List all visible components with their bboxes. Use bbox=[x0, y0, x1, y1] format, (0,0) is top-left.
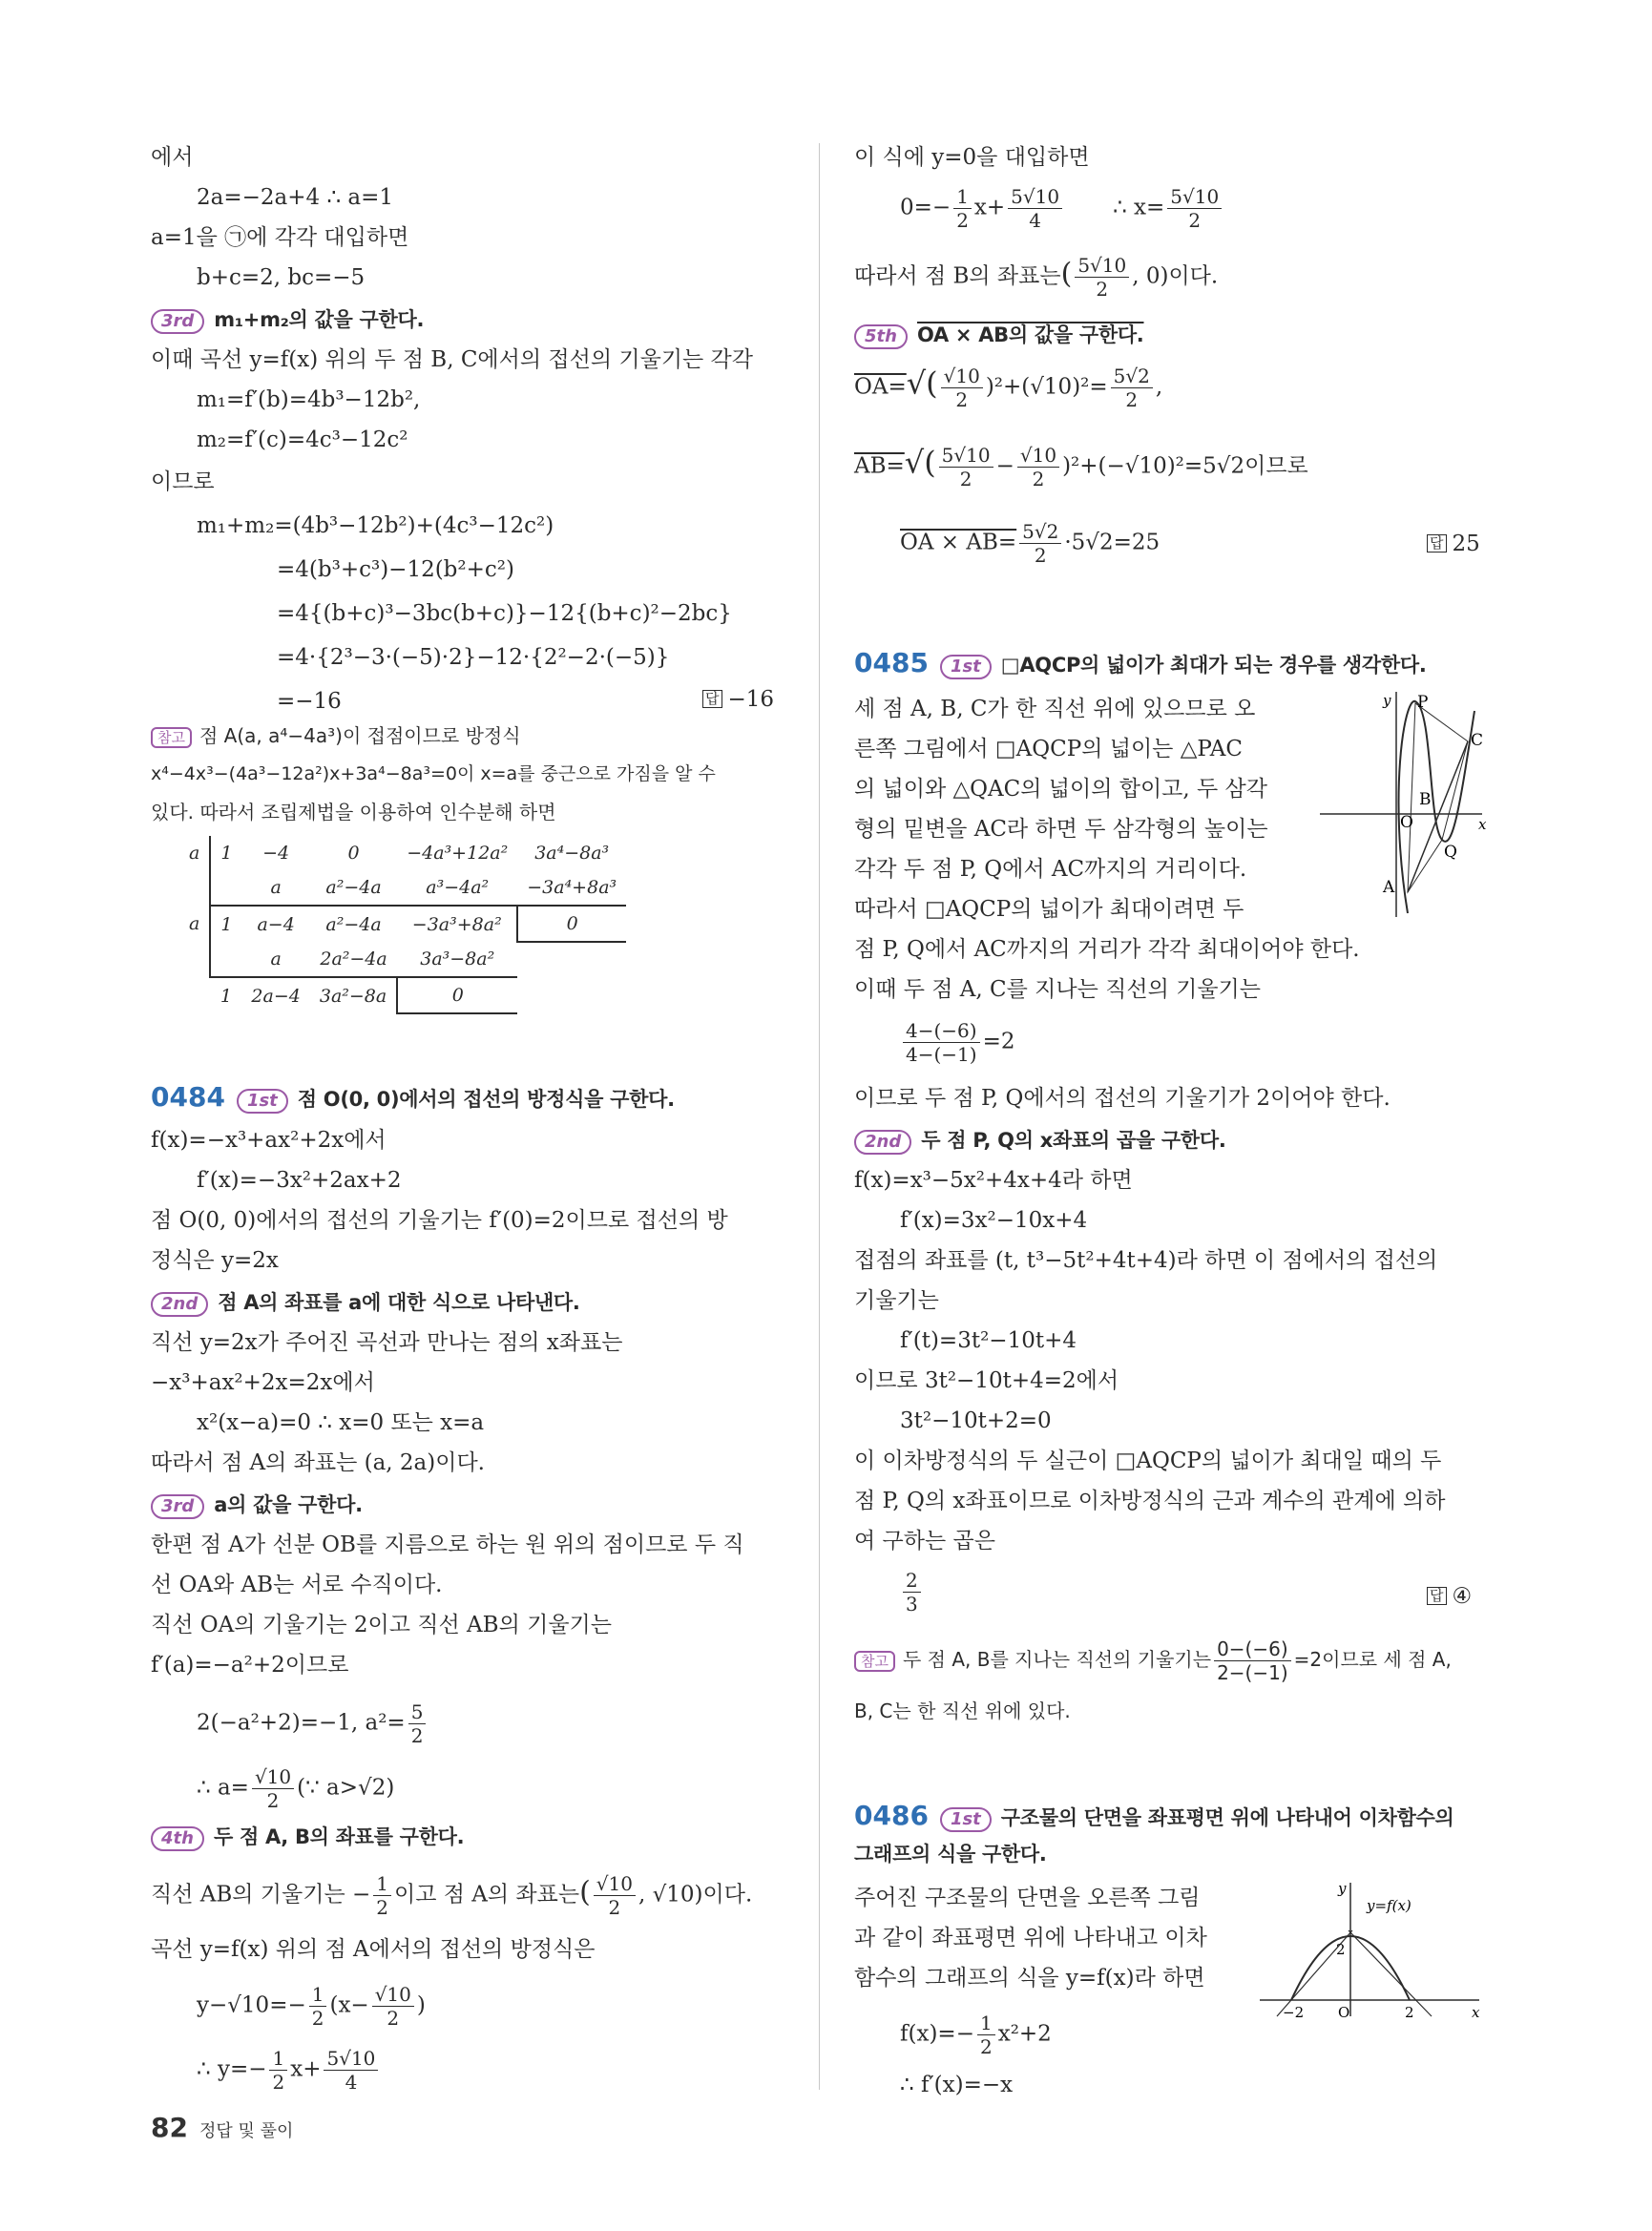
note-line: 있다. 따라서 조립제법을 이용하여 인수분해 하면 bbox=[151, 801, 556, 824]
text-line: 각각 두 점 P, Q에서 AC까지의 거리이다. bbox=[854, 857, 1247, 882]
fraction: $\frac{√10}{2}$ bbox=[594, 1872, 636, 1919]
fraction: $\frac{√10}{2}$ bbox=[372, 1983, 414, 2030]
equation-line: =−16 bbox=[277, 689, 342, 714]
fraction: $\frac{1}{2}$ bbox=[373, 1872, 391, 1919]
step-badge: 1st bbox=[237, 1089, 288, 1114]
fraction: $\frac{1}{2}$ bbox=[309, 1983, 327, 2030]
equation-line: AB=√( $\frac{5√10}{2}$ − $\frac{√10}{2}$ )²+(−√10)²=5√2이므로 bbox=[854, 444, 1308, 490]
step-heading-cont: 그래프의 식을 구한다. bbox=[854, 1843, 1047, 1866]
text-line: 한편 점 A가 선분 OB를 지름으로 하는 원 위의 점이므로 두 직 bbox=[151, 1533, 744, 1557]
equation-line: ∴ f′(x)=−x bbox=[900, 2073, 1014, 2097]
fraction: $\frac{√10}{2}$ bbox=[941, 365, 983, 411]
equation-line: f′(t)=3t²−10t+4 bbox=[900, 1328, 1077, 1353]
answer: 답 ④ bbox=[1427, 1584, 1472, 1609]
step-heading: 2nd 두 점 P, Q의 x좌표의 곱을 구한다. bbox=[854, 1126, 1226, 1155]
equation-line: $\frac{4-(-6)}{4-(-1)}$ =2 bbox=[854, 1019, 1014, 1066]
step-heading: 5th OA × AB의 값을 구한다. bbox=[854, 321, 1144, 349]
text-line: 의 넓이와 △QAC의 넓이의 합이고, 두 삼각 bbox=[854, 777, 1267, 802]
text-line: 이므로 두 점 P, Q에서의 접선의 기울기가 2이어야 한다. bbox=[854, 1086, 1391, 1111]
fraction: $\frac{5√10}{2}$ bbox=[939, 444, 993, 490]
text-line: 직선 OA의 기울기는 2이고 직선 AB의 기울기는 bbox=[151, 1613, 612, 1637]
text-line: 점 P, Q의 x좌표이므로 이차방정식의 근과 계수의 관계에 의하 bbox=[854, 1489, 1446, 1513]
step-badge: 5th bbox=[854, 324, 908, 349]
equation-line: f(x)=− $\frac{1}{2}$ x²+2 bbox=[900, 2012, 1052, 2058]
problem-number: 0486 bbox=[854, 1800, 929, 1831]
fraction: $\frac{5√10}{4}$ bbox=[324, 2047, 378, 2094]
answer: 답 25 bbox=[1427, 532, 1480, 556]
synthetic-division-table: a 1 −4 0 −4a³+12a² 3a⁴−8a³ a a²−4a a³−4a² −3a⁴+8a³ a 1 a−4 a²−4a −3a³+8a² 0 a 2a²−4a 3a³−8a² 1 2a−4 3a²−8a 0 bbox=[179, 836, 626, 1014]
step-badge: 3rd bbox=[151, 1494, 204, 1519]
text-line: 형의 밑변을 AC라 하면 두 삼각형의 높이는 bbox=[854, 817, 1268, 842]
text-line: 이 식에 y=0을 대입하면 bbox=[854, 145, 1090, 170]
note-line: B, C는 한 직선 위에 있다. bbox=[854, 1699, 1071, 1722]
step-heading: 3rd a의 값을 구한다. bbox=[151, 1491, 363, 1519]
curve-label: y=f(x) bbox=[1367, 1897, 1412, 1914]
text-line: 점 P, Q에서 AC까지의 거리가 각각 최대이어야 한다. bbox=[854, 937, 1360, 962]
fraction: $\frac{5√10}{2}$ bbox=[1075, 254, 1129, 301]
fraction: $\frac{0-(-6)}{2-(-1)}$ bbox=[1214, 1637, 1291, 1684]
equation-line: −x³+ax²+2x=2x에서 bbox=[151, 1370, 375, 1395]
text-line: 이므로 bbox=[151, 469, 215, 494]
note-line: 참고 점 A(a, a⁴−4a³)이 접점이므로 방정식 bbox=[151, 721, 521, 750]
text-line: 이때 곡선 y=f(x) 위의 두 점 B, C에서의 접선의 기울기는 각각 bbox=[151, 347, 753, 372]
equation-line: y−√10=− $\frac{1}{2}$ (x− $\frac{√10}{2}$ ) bbox=[197, 1983, 426, 2030]
equation-line: x²(x−a)=0 ∴ x=0 또는 x=a bbox=[197, 1410, 485, 1435]
note-line: 참고 두 점 A, B를 지나는 직선의 기울기는 $\frac{0-(-6)}{2-(-1)}$ =2이므로 세 점 A, bbox=[854, 1637, 1452, 1684]
fraction: $\frac{5√2}{2}$ bbox=[1019, 520, 1061, 567]
equation-line: f′(x)=−3x²+2ax+2 bbox=[197, 1168, 402, 1193]
equation-line: f(x)=x³−5x²+4x+4라 하면 bbox=[854, 1168, 1133, 1193]
text-line: 따라서 □AQCP의 넓이가 최대이려면 두 bbox=[854, 897, 1244, 922]
footer-label: 정답 및 풀이 bbox=[199, 2121, 294, 2141]
step-badge: 1st bbox=[940, 655, 992, 679]
text-line: 세 점 A, B, C가 한 직선 위에 있으므로 오 bbox=[854, 697, 1256, 721]
equation-line: ∴ a= $\frac{√10}{2}$ (∵ a>√2) bbox=[197, 1765, 395, 1812]
point-p-label: P bbox=[1417, 693, 1429, 712]
note-line: x⁴−4x³−(4a³−12a²)x+3a⁴−8a³=0이 x=a를 중근으로 가짐을 알 수 bbox=[151, 763, 716, 784]
note-badge: 참고 bbox=[151, 727, 192, 748]
quadrilateral-aqcp bbox=[1408, 703, 1468, 892]
text-line: 이 이차방정식의 두 실근이 □AQCP의 넓이가 최대일 때의 두 bbox=[854, 1449, 1442, 1473]
page-number: 82 bbox=[151, 2112, 188, 2143]
equation-line: 2a=−2a+4 ∴ a=1 bbox=[197, 185, 394, 210]
fraction: $\frac{√10}{2}$ bbox=[252, 1765, 294, 1812]
problem-heading-0485: 0485 1st □AQCP의 넓이가 최대가 되는 경우를 생각한다. bbox=[854, 647, 1427, 678]
step-badge: 2nd bbox=[854, 1130, 911, 1155]
problem-number: 0484 bbox=[151, 1081, 225, 1113]
line-ac bbox=[1408, 741, 1468, 892]
step-heading: 3rd m₁+m₂의 값을 구한다. bbox=[151, 305, 424, 334]
equation-line: m₁=f′(b)=4b³−12b², bbox=[197, 387, 421, 412]
text-line: 기울기는 bbox=[854, 1288, 939, 1313]
y-axis-label: y bbox=[1338, 1880, 1347, 1897]
point-c-label: C bbox=[1471, 731, 1484, 750]
text-line: 함수의 그래프의 식을 y=f(x)라 하면 bbox=[854, 1966, 1205, 1991]
fraction: $\frac{1}{2}$ bbox=[977, 2012, 995, 2058]
text-line: 접점의 좌표를 (t, t³−5t²+4t+4)라 하면 이 점에서의 접선의 bbox=[854, 1248, 1438, 1273]
text-line: 직선 AB의 기울기는 − $\frac{1}{2}$ 이고 점 A의 좌표는( $\frac{√10}{2}$ , √10)이다. bbox=[151, 1872, 753, 1919]
equation-line: ∴ y=− $\frac{1}{2}$ x+ $\frac{5√10}{4}$ bbox=[151, 2047, 381, 2094]
text-line: 주어진 구조물의 단면을 오른쪽 그림 bbox=[854, 1886, 1201, 1910]
fraction: $\frac{5√2}{2}$ bbox=[1111, 365, 1153, 411]
text-line: 점 O(0, 0)에서의 접선의 기울기는 f′(0)=2이므로 접선의 방 bbox=[151, 1208, 728, 1233]
cubic-graph-figure bbox=[1320, 692, 1492, 921]
equation-line: m₂=f′(c)=4c³−12c² bbox=[197, 427, 408, 452]
fraction: $\frac{5}{2}$ bbox=[408, 1700, 427, 1747]
equation-line bbox=[854, 1569, 924, 1616]
page-footer bbox=[151, 2112, 293, 2143]
answer: 답 −16 bbox=[702, 687, 774, 712]
text-line: a=1을 ㉠에 각각 대입하면 bbox=[151, 225, 409, 250]
support-line-right bbox=[1349, 1930, 1432, 2016]
text-line: 따라서 점 A의 좌표는 (a, 2a)이다. bbox=[151, 1450, 485, 1475]
fraction: $\frac{2}{3}$ bbox=[903, 1569, 921, 1616]
problem-number: 0485 bbox=[854, 647, 929, 678]
step-heading: 2nd 점 A의 좌표를 a에 대한 식으로 나타낸다. bbox=[151, 1288, 580, 1317]
parabola-graph-figure bbox=[1260, 1878, 1489, 2021]
fraction: $\frac{√10}{2}$ bbox=[1017, 444, 1059, 490]
x-neg2-label: −2 bbox=[1283, 2004, 1305, 2021]
step-badge: 4th bbox=[151, 1826, 204, 1851]
text-line: 곡선 y=f(x) 위의 점 A에서의 접선의 방정식은 bbox=[151, 1937, 596, 1962]
y-intercept-label: 2 bbox=[1336, 1941, 1346, 1958]
equation-line: 3t²−10t+2=0 bbox=[900, 1408, 1052, 1433]
equation-line: =4·{2³−3·(−5)·2}−12·{2²−2·(−5)} bbox=[277, 645, 670, 670]
x-axis-label: x bbox=[1478, 816, 1487, 833]
equation-line: m₁+m₂=(4b³−12b²)+(4c³−12c²) bbox=[197, 513, 554, 538]
text-line: 른쪽 그림에서 □AQCP의 넓이는 △PAC bbox=[854, 737, 1243, 761]
problem-heading-0484: 0484 1st 점 O(0, 0)에서의 접선의 방정식을 구한다. bbox=[151, 1081, 675, 1113]
equation-line: OA=√( $\frac{√10}{2}$ )²+(√10)²= $\frac{5√2}{2}$ , bbox=[854, 365, 1163, 411]
text-line: 직선 y=2x가 주어진 곡선과 만나는 점의 x좌표는 bbox=[151, 1330, 623, 1355]
step-heading: 4th 두 점 A, B의 좌표를 구한다. bbox=[151, 1823, 464, 1851]
equation-line: f′(x)=3x²−10x+4 bbox=[900, 1208, 1088, 1233]
equation-line: 2(−a²+2)=−1, a²= $\frac{5}{2}$ bbox=[151, 1700, 429, 1747]
origin-label: O bbox=[1400, 813, 1413, 832]
point-q-label: Q bbox=[1444, 843, 1457, 862]
equation-line: =4(b³+c³)−12(b²+c²) bbox=[277, 557, 514, 582]
note-badge: 참고 bbox=[854, 1651, 895, 1672]
text-line: 과 같이 좌표평면 위에 나타내고 이차 bbox=[854, 1926, 1207, 1950]
equation-line: OA × AB= $\frac{5√2}{2}$ ·5√2=25 bbox=[900, 520, 1161, 567]
text-line: 에서 bbox=[151, 145, 194, 170]
fraction: $\frac{5√10}{4}$ bbox=[1008, 185, 1062, 232]
text-line: 이므로 3t²−10t+4=2에서 bbox=[854, 1368, 1119, 1393]
text-line: 선 OA와 AB는 서로 수직이다. bbox=[151, 1573, 443, 1597]
text-line: 여 구하는 곱은 bbox=[854, 1529, 995, 1553]
x-axis-label: x bbox=[1472, 2004, 1480, 2021]
equation-line: f′(a)=−a²+2이므로 bbox=[151, 1653, 349, 1678]
equation-line: f(x)=−x³+ax²+2x에서 bbox=[151, 1128, 387, 1153]
equation-line: =4{(b+c)³−3bc(b+c)}−12{(b+c)²−2bc} bbox=[277, 601, 732, 626]
point-a-label: A bbox=[1383, 878, 1395, 897]
problem-heading-0486: 0486 1st 구조물의 단면을 좌표평면 위에 나타내어 이차함수의 bbox=[854, 1800, 1454, 1831]
equation-line: b+c=2, bc=−5 bbox=[197, 265, 366, 290]
origin-label: O bbox=[1338, 2004, 1350, 2021]
fraction: $\frac{1}{2}$ bbox=[269, 2047, 287, 2094]
column-divider bbox=[819, 143, 820, 2090]
x-pos2-label: 2 bbox=[1405, 2004, 1414, 2021]
point-b-label: B bbox=[1419, 790, 1432, 809]
text-line: 따라서 점 B의 좌표는( $\frac{5√10}{2}$ , 0)이다. bbox=[854, 254, 1219, 301]
fraction: $\frac{1}{2}$ bbox=[953, 185, 972, 232]
step-badge: 1st bbox=[940, 1807, 992, 1832]
text-line: 정식은 y=2x bbox=[151, 1248, 279, 1273]
cubic-curve bbox=[1399, 701, 1474, 913]
equation-line: 0=− $\frac{1}{2}$ x+ $\frac{5√10}{4}$ ∴ x= $\frac{5√10}{2}$ bbox=[854, 185, 1224, 232]
y-axis-label: y bbox=[1383, 692, 1391, 709]
fraction: $\frac{5√10}{2}$ bbox=[1167, 185, 1222, 232]
fraction: $\frac{4-(-6)}{4-(-1)}$ bbox=[903, 1019, 980, 1066]
step-badge: 3rd bbox=[151, 309, 204, 334]
step-badge: 2nd bbox=[151, 1292, 208, 1317]
text-line: 이때 두 점 A, C를 지나는 직선의 기울기는 bbox=[854, 977, 1261, 1002]
